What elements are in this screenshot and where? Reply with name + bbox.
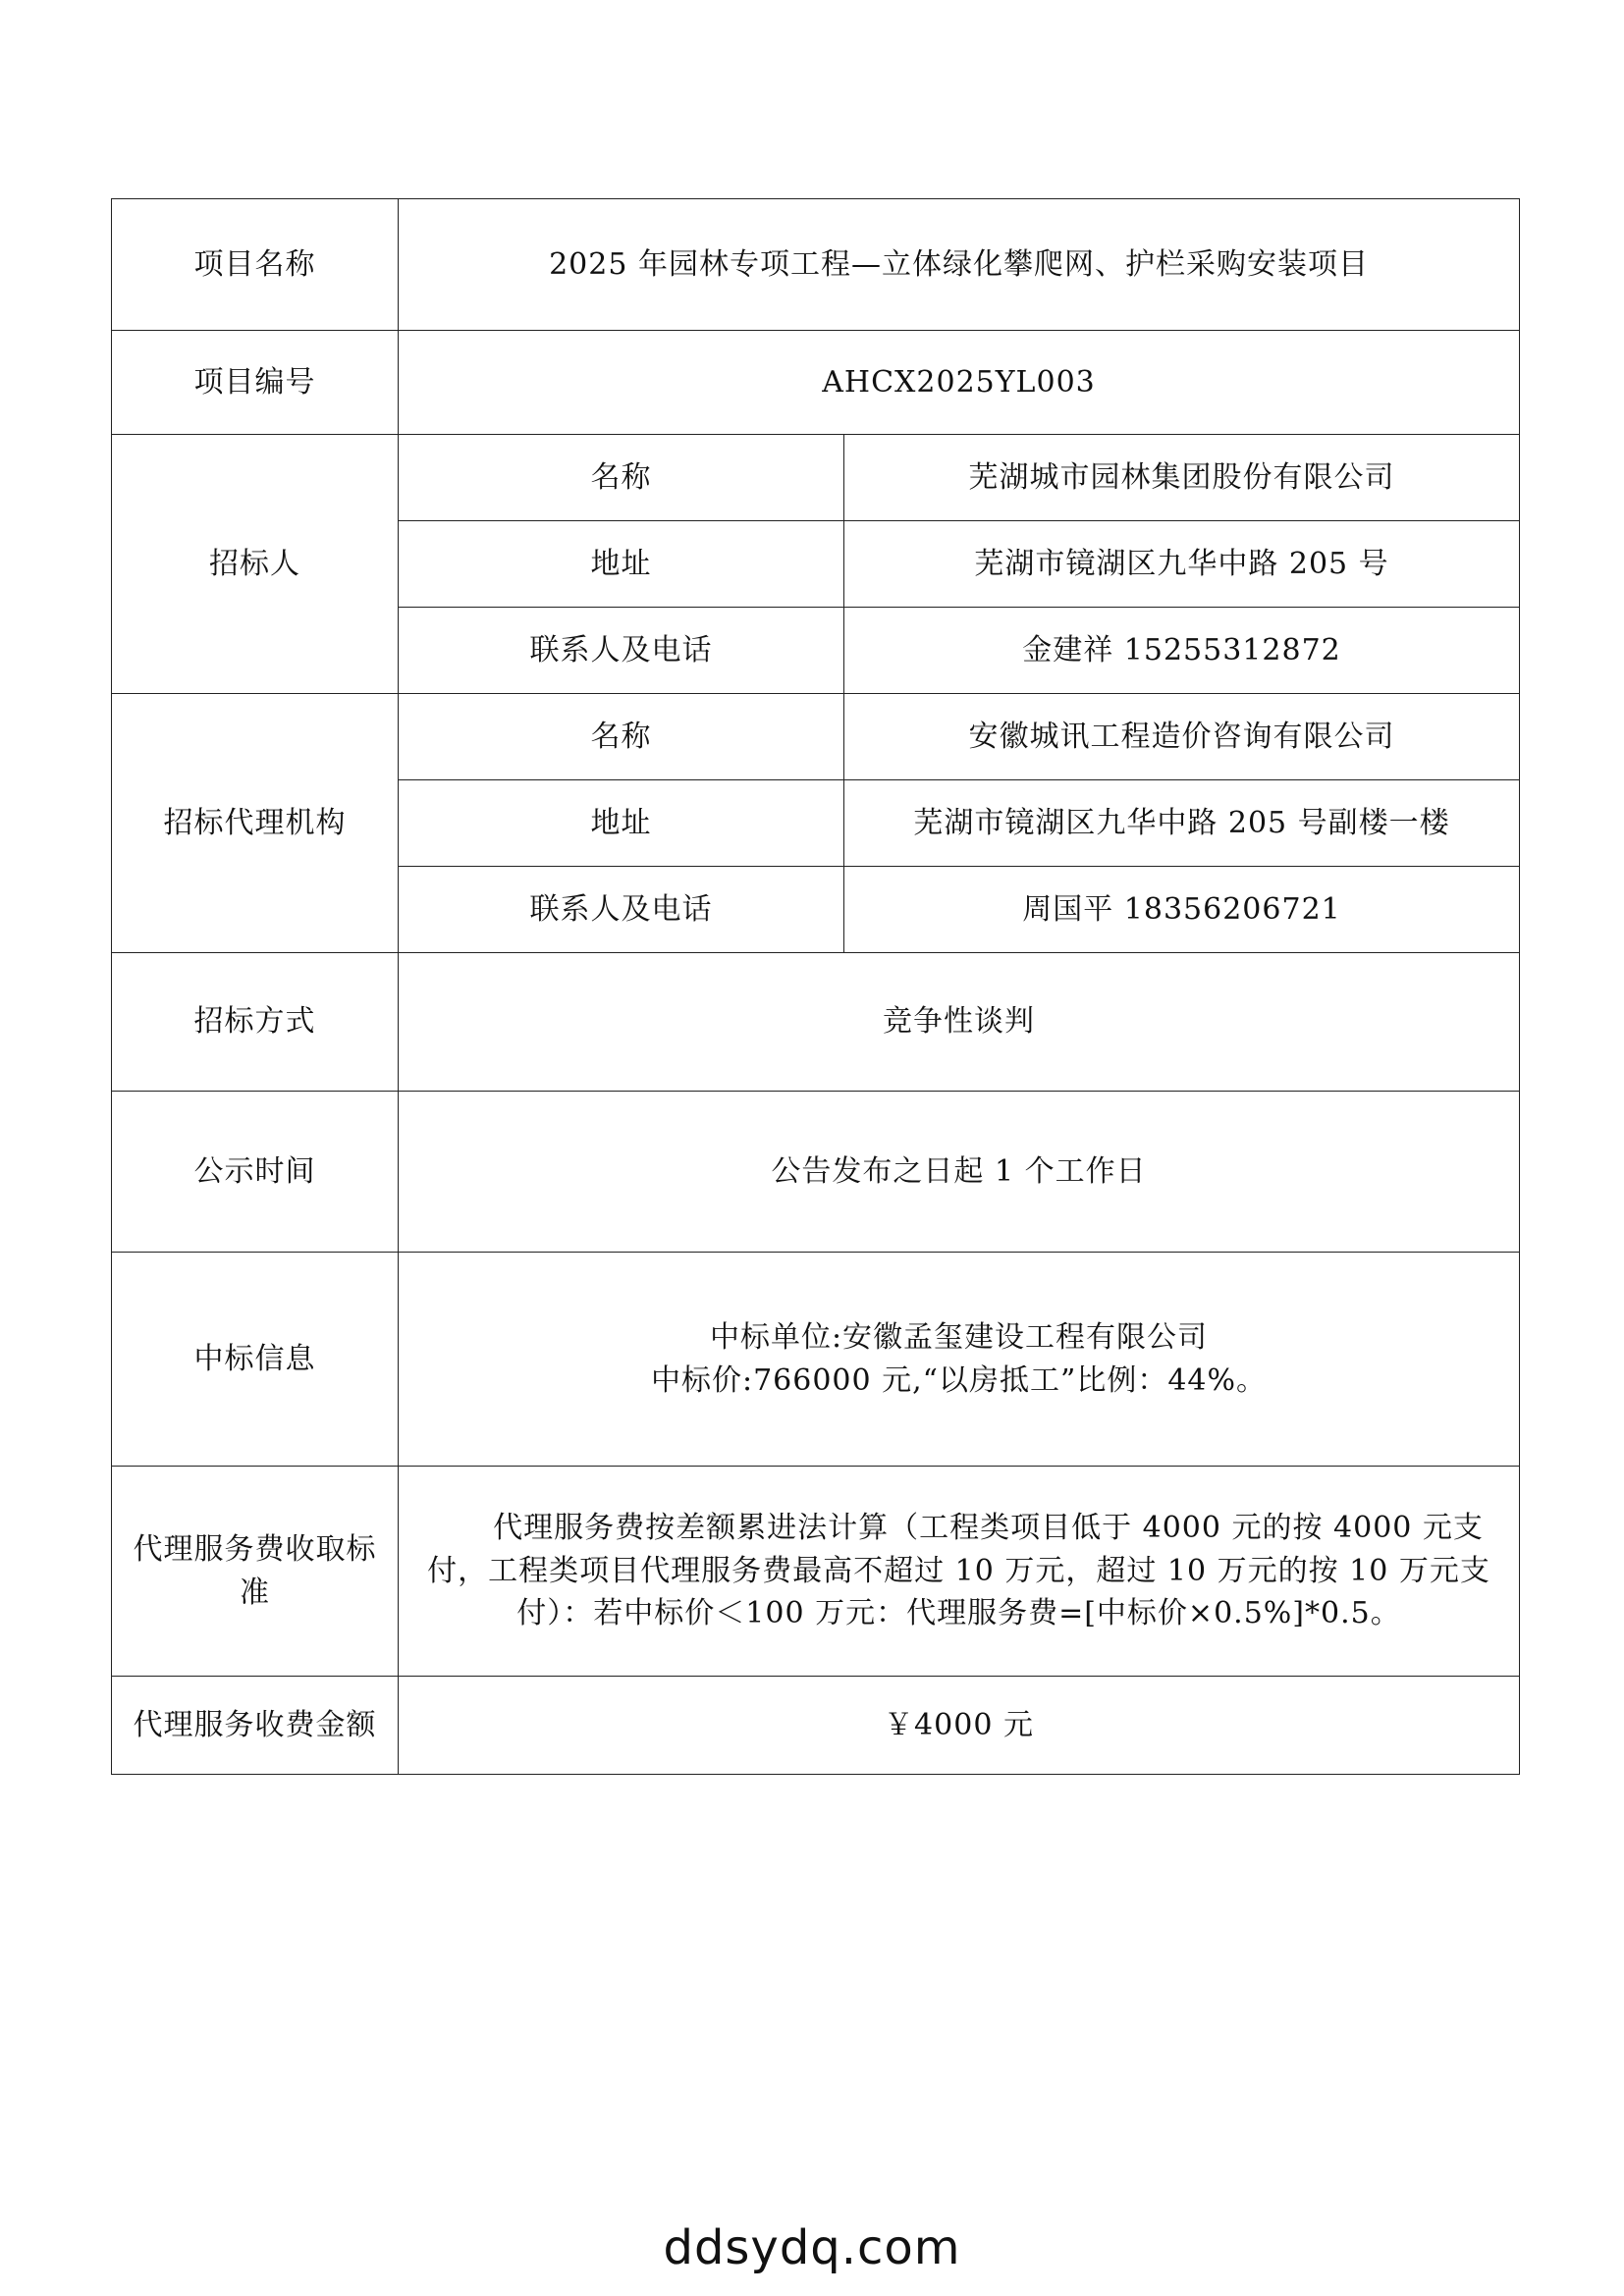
agency-address-value: 芜湖市镜湖区九华中路 205 号副楼一楼 [844,780,1520,867]
agency-label: 招标代理机构 [112,694,399,953]
winner-company: 中标单位:安徽孟玺建设工程有限公司 [709,1320,1209,1355]
row-project-code [112,331,1520,435]
row-fee-amount [112,1677,1520,1775]
fee-standard-label: 代理服务费收取标准 [112,1467,399,1677]
row-agency-name [112,694,1520,780]
tenderer-contact-label: 联系人及电话 [399,608,844,694]
agency-name-value: 安徽城讯工程造价咨询有限公司 [844,694,1520,780]
publicity-value: 公告发布之日起 1 个工作日 [399,1092,1520,1253]
project-code-value: AHCX2025YL003 [399,331,1520,435]
tenderer-address-label: 地址 [399,521,844,608]
winner-price: 中标价:766000 元,“以房抵工”比例：44%。 [650,1362,1268,1398]
agency-name-label: 名称 [399,694,844,780]
project-name-label: 项目名称 [112,199,399,331]
fee-amount-label: 代理服务收费金额 [112,1677,399,1775]
tenderer-contact-value: 金建祥 15255312872 [844,608,1520,694]
publicity-label: 公示时间 [112,1092,399,1253]
fee-amount-value: ￥4000 元 [399,1677,1520,1775]
project-name-value: 2025 年园林专项工程—立体绿化攀爬网、护栏采购安装项目 [399,199,1520,331]
award-notice-table [111,198,1520,1775]
row-tenderer-name [112,435,1520,521]
tenderer-name-label: 名称 [399,435,844,521]
agency-address-label: 地址 [399,780,844,867]
row-fee-standard [112,1467,1520,1677]
agency-contact-value: 周国平 18356206721 [844,867,1520,953]
row-winner [112,1253,1520,1467]
winner-label: 中标信息 [112,1253,399,1467]
row-publicity [112,1092,1520,1253]
winner-value [399,1253,1520,1467]
method-value: 竞争性谈判 [399,953,1520,1092]
row-project-name [112,199,1520,331]
tenderer-label: 招标人 [112,435,399,694]
row-method [112,953,1520,1092]
project-code-label: 项目编号 [112,331,399,435]
method-label: 招标方式 [112,953,399,1092]
agency-contact-label: 联系人及电话 [399,867,844,953]
footer-site-watermark: ddsydq.com [663,2220,961,2275]
tenderer-name-value: 芜湖城市园林集团股份有限公司 [844,435,1520,521]
tenderer-address-value: 芜湖市镜湖区九华中路 205 号 [844,521,1520,608]
fee-standard-text: 代理服务费按差额累进法计算（工程类项目低于 4000 元的按 4000 元支付，工程类项目代理服务费最高不超过 10 万元，超过 10 万元的按 10 万元支付）：若中标价＜100 万元：代理服务费=[中标价×0.5%]*0.5。 [399,1467,1520,1677]
